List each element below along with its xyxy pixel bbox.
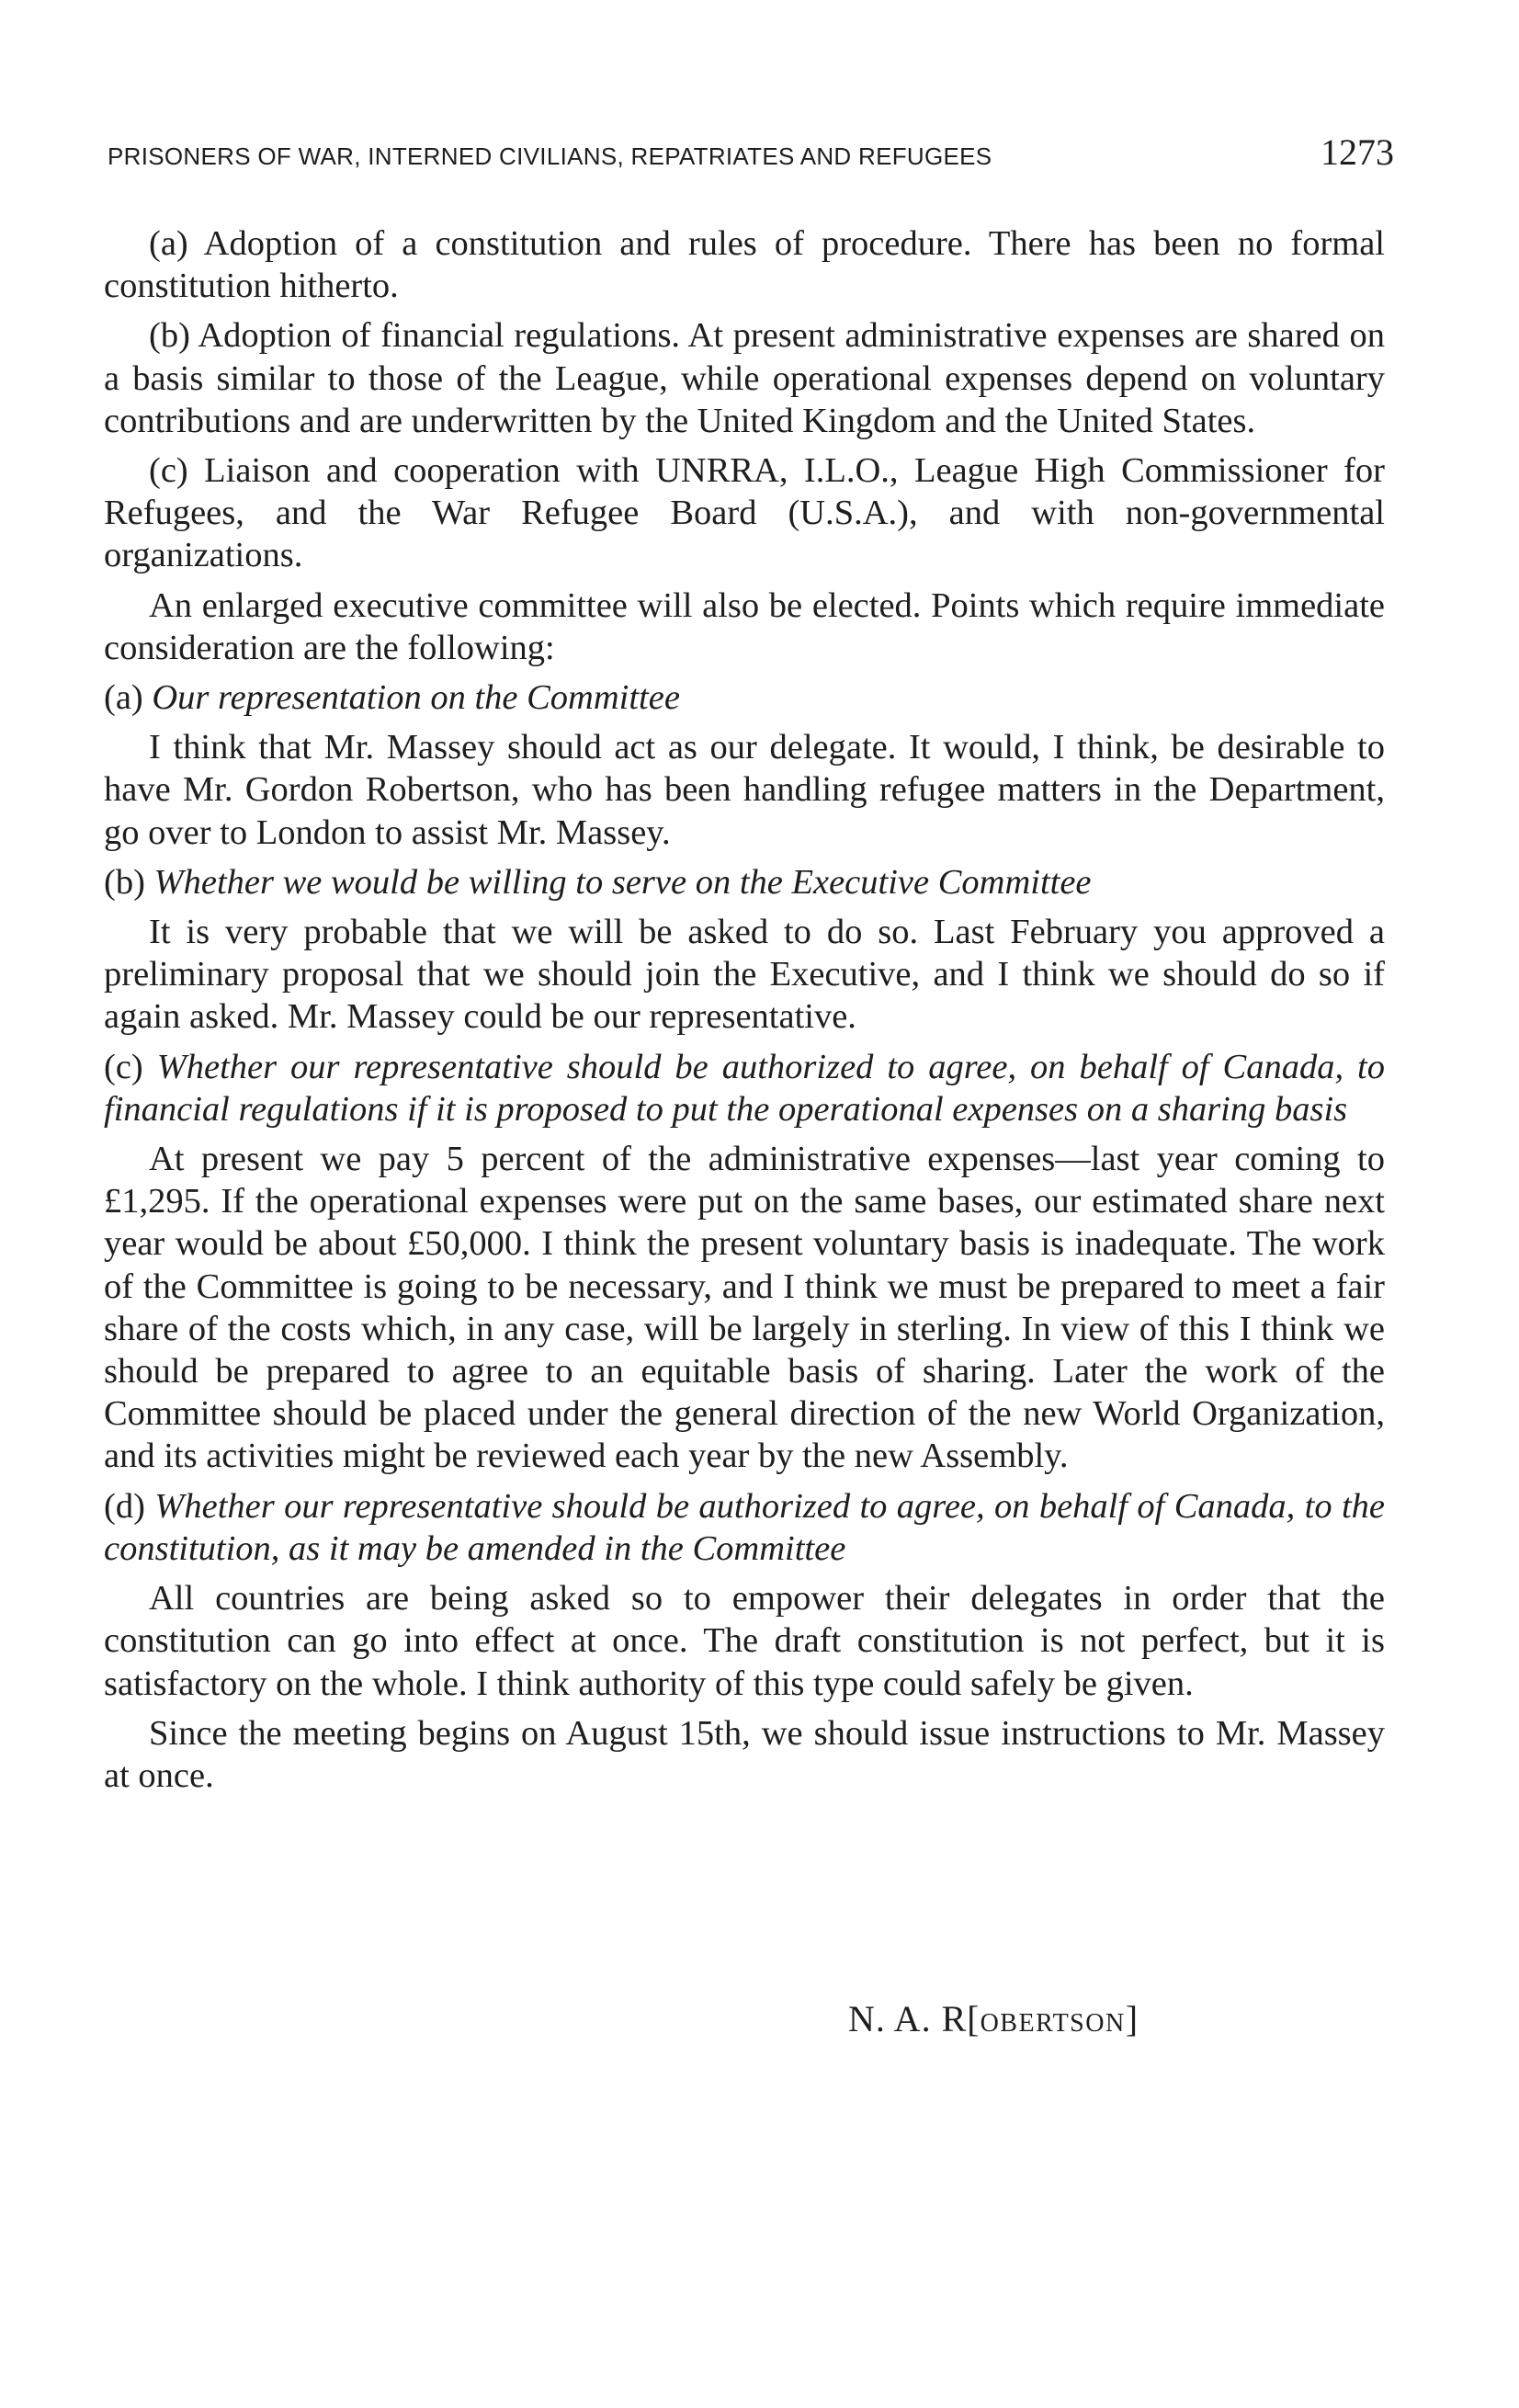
point-a-label: (a) bbox=[104, 678, 143, 718]
point-a-title: Our representation on the Committee bbox=[152, 678, 680, 718]
signature bbox=[848, 1997, 1139, 2040]
page-number: 1273 bbox=[1321, 131, 1394, 173]
point-a-heading bbox=[104, 676, 1385, 719]
paragraph-financial-regulations: (b) Adoption of financial regulations. At present administrative expenses are shared on a basis similar to those of the League, while operational expenses depend on voluntary contributions and are underwritten by the United Kingdom and the United States. bbox=[104, 316, 1385, 440]
point-c-body: At present we pay 5 percent of the administrative expenses—last year coming to £1,295. If the operational expenses were put on the same bases, our estimated share next year would be about £50,000. I think the present voluntary basis is inadequate. The work of the Committee is going to be necessary, and I think we must be prepared to meet a fair share of the costs which, in any case, will be largely in sterling. In view of this I think we should be prepared to agree to an equitable basis of sharing. Later the work of the Committee should be placed under the general direction of the new World Organization, and its activities might be reviewed each year by the new Assembly. bbox=[104, 1140, 1385, 1476]
document-body bbox=[104, 222, 1385, 1797]
closing-paragraph: Since the meeting begins on August 15th, we should issue instructions to Mr. Massey at once. bbox=[104, 1713, 1385, 1795]
point-c-heading bbox=[104, 1046, 1385, 1130]
running-head: PRISONERS OF WAR, INTERNED CIVILIANS, REPATRIATES AND REFUGEES bbox=[108, 142, 992, 170]
signature-surname: OBERTSON bbox=[980, 2009, 1126, 2038]
paragraph-liaison: (c) Liaison and cooperation with UNRRA, I.L.O., League High Commissioner for Refugees, and the War Refugee Board (U.S.A.), and with non-governmental organizations. bbox=[104, 451, 1385, 575]
point-b-title: Whether we would be willing to serve on the Executive Committee bbox=[153, 862, 1092, 902]
point-c-title: Whether our representative should be authorized to agree, on behalf of Canada, to financial regulations if it is proposed to put the operational expenses on a sharing basis bbox=[104, 1047, 1385, 1129]
signature-bracket: ] bbox=[1125, 1998, 1139, 2039]
point-d-body: All countries are being asked so to empower their delegates in order that the constitution can go into effect at once. The draft constitution is not perfect, but it is satisfactory on the whole. I think authority of this type could safely be given. bbox=[104, 1579, 1385, 1703]
page-header bbox=[108, 131, 1394, 174]
point-b-label: (b) bbox=[104, 862, 145, 902]
point-d-label: (d) bbox=[104, 1486, 145, 1526]
point-c-label: (c) bbox=[104, 1047, 143, 1086]
point-b-body: It is very probable that we will be asked to do so. Last February you approved a preliminary proposal that we should join the Executive, and I think we should do so if again asked. Mr. Massey could be our representative. bbox=[104, 913, 1385, 1037]
signature-initials: N. A. R[ bbox=[848, 1998, 981, 2039]
paragraph-executive-committee: An enlarged executive committee will also be elected. Points which require immediate consideration are the following: bbox=[104, 585, 1385, 667]
paragraph-constitution: (a) Adoption of a constitution and rules of procedure. There has been no formal constitution hitherto. bbox=[104, 224, 1385, 306]
point-d-title: Whether our representative should be authorized to agree, on behalf of Canada, to the constitution, as it may be amended in the Committee bbox=[104, 1486, 1386, 1568]
point-a-body: I think that Mr. Massey should act as our delegate. It would, I think, be desirable to have Mr. Gordon Robertson, who has been handling refugee matters in the Department, go over to London to assist Mr. Massey. bbox=[104, 728, 1385, 852]
point-b-heading bbox=[104, 861, 1385, 903]
point-d-heading bbox=[104, 1485, 1385, 1570]
